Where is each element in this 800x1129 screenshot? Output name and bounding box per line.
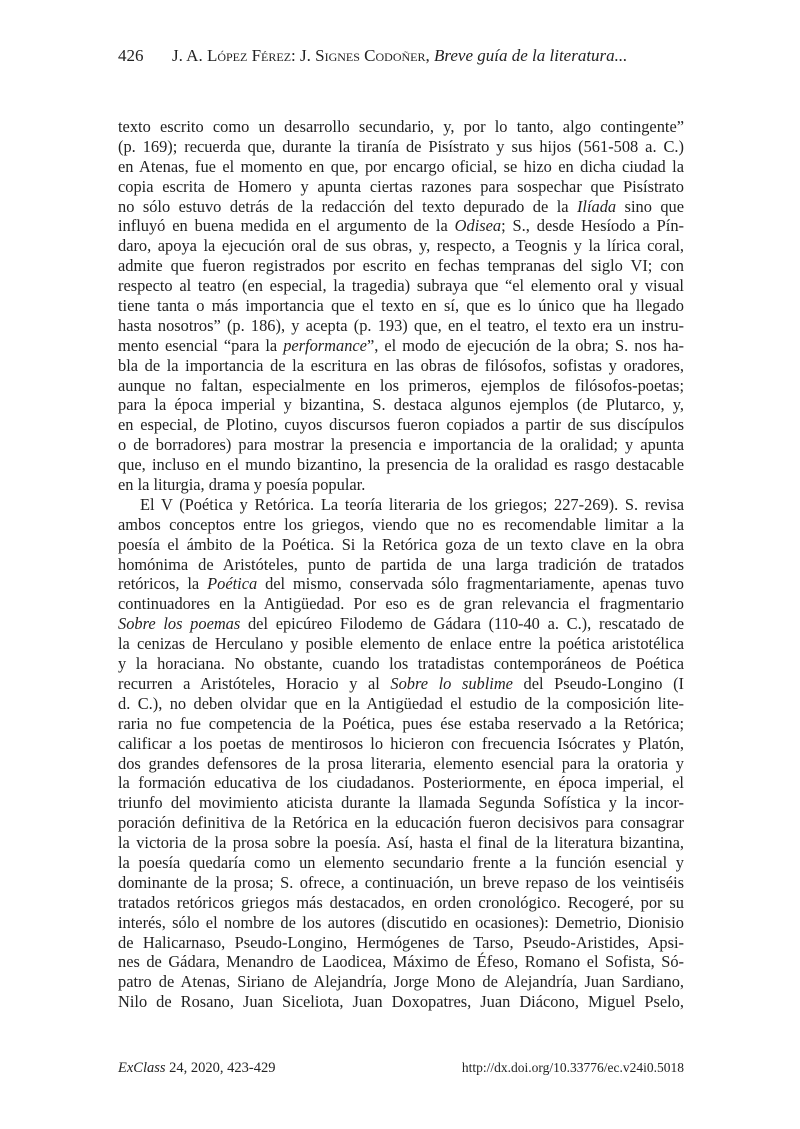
header-title: Breve guía de la literatura... xyxy=(434,46,628,65)
text-line: triunfo del movimiento aticista durante la llamada Segunda Sofística y la incor- xyxy=(118,793,684,813)
text-line: hasta nosotros” (p. 186), y acepta (p. 193) que, en el teatro, el texto era un instru- xyxy=(118,315,684,335)
text-line: homónima de Aristóteles, punto de partida de una larga tradición de tratados xyxy=(118,554,684,574)
text-line: poración definitiva de la Retórica en la educación fueron decisivos para consagrar xyxy=(118,813,684,833)
text-line: raria no fue competencia de la Poética, pues ése estaba reservado a la Retórica; xyxy=(118,713,684,733)
text-line: que, incluso en el mundo bizantino, la presencia de la oralidad es rasgo destacable xyxy=(118,455,684,475)
citation-details: 24, 2020, 423-429 xyxy=(165,1060,276,1076)
text-line: la victoria de la prosa sobre la poesía. Así, hasta el final de la literatura bizantina, xyxy=(118,833,684,853)
text-line: copia escrita de Homero y apunta ciertas razones para sospechar que Pisístrato xyxy=(118,176,684,196)
journal-name: ExClass xyxy=(118,1060,166,1076)
text-line: ambos conceptos entre los griegos, viendo que no es recomendable limitar a la xyxy=(118,514,684,534)
text-line: en la liturgia, drama y poesía popular. xyxy=(118,475,366,495)
page-number: 426 xyxy=(118,46,144,65)
text-line: influyó en buena medida en el argumento de la Odisea; S., desde Hesíodo a Pín- xyxy=(118,216,684,236)
text-line: continuadores en la Antigüedad. Por eso es de gran relevancia el fragmentario xyxy=(118,594,684,614)
text-line: patro de Atenas, Siriano de Alejandría, Jorge Mono de Alejandría, Juan Sardiano, xyxy=(118,972,684,992)
running-header xyxy=(118,46,627,66)
text-line: en Atenas, fue el momento en que, por encargo oficial, se hizo en dicha ciudad la xyxy=(118,156,684,176)
italic-title: Sobre lo sublime xyxy=(390,673,513,693)
journal-citation xyxy=(118,1060,276,1077)
text-line: en especial, de Plotino, cuyos discursos fueron copiados a partir de sus discípulos xyxy=(118,415,684,435)
text-line: para la época imperial y bizantina, S. destaca algunos ejemplos (de Plutarco, y, xyxy=(118,395,684,415)
text-line: bla de la importancia de la escritura en las obras de filósofos, sofistas y oradores, xyxy=(118,355,684,375)
text-line: admite que fueron registrados por escrito en fechas tempranas del siglo VI; con xyxy=(118,256,684,276)
text-line: tratados retóricos griegos más destacados, en orden cronológico. Recogeré, por su xyxy=(118,892,684,912)
text-line: dos grandes defensores de la prosa literaria, elemento esencial para la oratoria y xyxy=(118,753,684,773)
text-line: o de borradores) para mostrar la presencia e importancia de la oralidad; y apunta xyxy=(118,435,684,455)
text-line: interés, sólo el nombre de los autores (discutido en ocasiones): Demetrio, Dionisio xyxy=(118,912,684,932)
text-line: tiene tanta o más importancia que el texto en sí, que es lo único que ha llegado xyxy=(118,296,684,316)
italic-title: Poética xyxy=(207,574,258,594)
text-line: calificar a los poetas de mentirosos lo hicieron con frecuencia Isócrates y Platón, xyxy=(118,733,684,753)
text-line: (p. 169); recuerda que, durante la tiranía de Pisístrato y sus hijos (561-508 a. C.) xyxy=(118,136,684,156)
page-footer xyxy=(118,1060,684,1077)
text-line: la cenizas de Herculano y posible elemento de enlace entre la poética aristotélica xyxy=(118,634,684,654)
text-line: y la horaciana. No obstante, cuando los tratadistas contemporáneos de Poética xyxy=(118,654,684,674)
text-line: respecto al teatro (en especial, la tragedia) subraya que “el elemento oral y visual xyxy=(118,276,684,296)
header-authors: J. A. López Férez: J. Signes Codoñer, xyxy=(172,46,434,65)
text-line: nes de Gádara, Menandro de Laodicea, Máximo de Éfeso, Romano el Sofista, Só- xyxy=(118,952,684,972)
text-line: recurren a Aristóteles, Horacio y al Sobre lo sublime del Pseudo-Longino (I xyxy=(118,673,684,693)
text-line: de Halicarnaso, Pseudo-Longino, Hermógenes de Tarso, Pseudo-Aristides, Apsi- xyxy=(118,932,684,952)
text-line: retóricos, la Poética del mismo, conservada sólo fragmentariamente, apenas tuvo xyxy=(118,574,684,594)
paragraph xyxy=(118,495,684,1012)
text-line: d. C.), no deben olvidar que en la Antigüedad el estudio de la composición lite- xyxy=(118,693,684,713)
doi-link[interactable]: http://dx.doi.org/10.33776/ec.v24i0.5018 xyxy=(461,1060,684,1075)
paragraph xyxy=(118,117,684,495)
text-line: El V (Poética y Retórica. La teoría literaria de los griegos; 227-269). S. revisa xyxy=(140,494,684,514)
text-line: Sobre los poemas del epicúreo Filodemo de Gádara (110-40 a. C.), rescatado de xyxy=(118,614,684,634)
text-line: mento esencial “para la performance”, el modo de ejecución de la obra; S. nos ha- xyxy=(118,335,684,355)
text-line: aunque no faltan, especialmente en los primeros, ejemplos de filósofos-poetas; xyxy=(118,375,684,395)
italic-title: Sobre los poemas xyxy=(118,614,241,634)
text-line: daro, apoya la ejecución oral de sus obras, y, respecto, a Teognis y la lírica coral, xyxy=(118,236,684,256)
italic-title: Ilíada xyxy=(576,196,617,216)
body-text xyxy=(118,117,684,1012)
italic-title: Odisea xyxy=(454,216,502,236)
text-line: Nilo de Rosano, Juan Siceliota, Juan Doxopatres, Juan Diácono, Miguel Pselo, xyxy=(118,992,684,1012)
italic-title: performance xyxy=(283,335,367,355)
text-line: dominante de la prosa; S. ofrece, a continuación, un breve repaso de los veintiséis xyxy=(118,872,684,892)
text-line: no sólo estuvo detrás de la redacción del texto depurado de la Ilíada sino que xyxy=(118,196,684,216)
text-line: la poesía quedaría como un elemento secundario frente a la función esencial y xyxy=(118,852,684,872)
text-line: texto escrito como un desarrollo secundario, y, por lo tanto, algo contingente” xyxy=(118,117,684,136)
text-line: la formación educativa de los ciudadanos. Posteriormente, en época imperial, el xyxy=(118,773,684,793)
text-line: poesía el ámbito de la Poética. Si la Retórica goza de un texto clave en la obra xyxy=(118,534,684,554)
